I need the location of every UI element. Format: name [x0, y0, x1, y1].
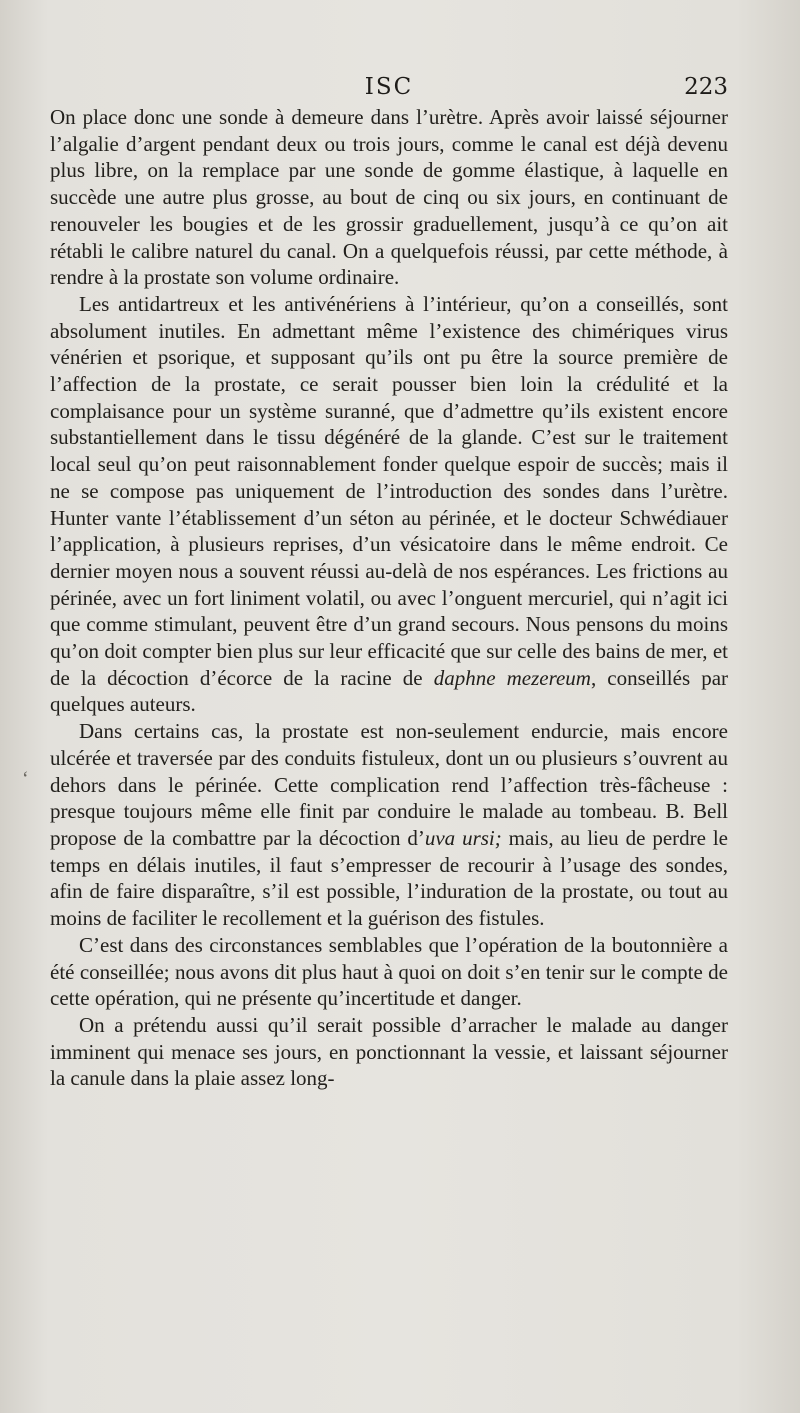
paragraph-4: [50, 932, 728, 1012]
paragraph-2-after: , conseillés par quelques auteurs.: [50, 665, 729, 717]
paragraph-3-after: mais, au lieu de perdre le temps en délais inutiles, il faut s’empresser de recourir à l’usage des sondes, afin de faire disparaître, s’il est possible, l’induration de la prostate, ou tout au moins de faciliter le recollement et la guérison des fistules.: [50, 825, 729, 931]
page-number: 223: [684, 74, 728, 100]
paragraph-1-text: On place donc une sonde à demeure dans l’urètre. Après avoir laissé séjourner l’algalie d’argent pendant deux ou trois jours, comme le canal est déjà devenu plus libre, on la remplace par une sonde de gomme élastique, à laquelle en succède une autre plus grosse, au bout de cinq ou six jours, en continuant de renouveler les bougies et de les grossir graduellement, jusqu’à ce qu’on ait rétabli le calibre naturel du canal. On a quelquefois réussi, par cette méthode, à rendre à la prostate son volume ordinaire.: [50, 105, 728, 290]
paragraph-3-italic: uva ursi;: [424, 825, 502, 850]
paragraph-5: [50, 1012, 728, 1092]
page-header: [50, 74, 728, 104]
body-text: [50, 104, 728, 1092]
paragraph-2-text: Les antidartreux et les antivénériens à l’intérieur, qu’on a conseillés, sont absolument inutiles. En admettant même l’existence des chimériques virus vénérien et psorique, et supposant qu’ils ont pu être la source première de l’affection de la prostate, ce serait pousser bien loin la crédulité et la complaisance pour un système suranné, que d’admettre qu’ils existent encore substantiellement dans le tissu dégénéré de la glande. C’est sur le traitement local seul qu’on peut raisonnablement fonder quelque espoir de succès; mais il ne se compose pas uniquement de l’introduction des sondes dans l’urètre. Hunter vante l’établissement d’un séton au périnée, et le docteur Schwédiauer l’application, à plusieurs reprises, d’un vésicatoire dans le même endroit. Ce dernier moyen nous a souvent réussi au-delà de nos espérances. Les frictions au périnée, avec un fort liniment volatil, ou avec l’onguent mercuriel, qui n’agit ici que comme stimulant, peuvent être d’un grand secours. Nous pensons du moins qu’on doit compter bien plus sur leur efficacité que sur celle des bains de mer, et de la décoction d’écorce de la racine de: [50, 291, 728, 690]
running-head: ISC: [364, 74, 414, 100]
paragraph-2-italic: daphne mezereum: [433, 665, 591, 690]
paragraph-1: [50, 104, 728, 291]
paragraph-3: [50, 718, 728, 932]
margin-tick: ‘: [22, 768, 29, 790]
paragraph-5-text: On a prétendu aussi qu’il serait possible d’arracher le malade au danger imminent qui menace ses jours, en ponctionnant la vessie, et laissant séjourner la canule dans la plaie assez long-: [50, 1012, 728, 1091]
paragraph-4-text: C’est dans des circonstances semblables que l’opération de la boutonnière a été conseillée; nous avons dit plus haut à quoi on doit s’en tenir sur le compte de cette opération, qui ne présente qu’incertitude et danger.: [50, 932, 728, 1011]
paragraph-3-text: Dans certains cas, la prostate est non-seulement endurcie, mais encore ulcérée et traversée par des conduits fistuleux, dont un ou plusieurs s’ouvrent au dehors dans le périnée. Cette complication rend l’affection très-fâcheuse : presque toujours même elle finit par conduire le malade au tombeau. B. Bell propose de la combattre par la décoction d’: [50, 719, 728, 850]
paragraph-2: [50, 291, 728, 718]
